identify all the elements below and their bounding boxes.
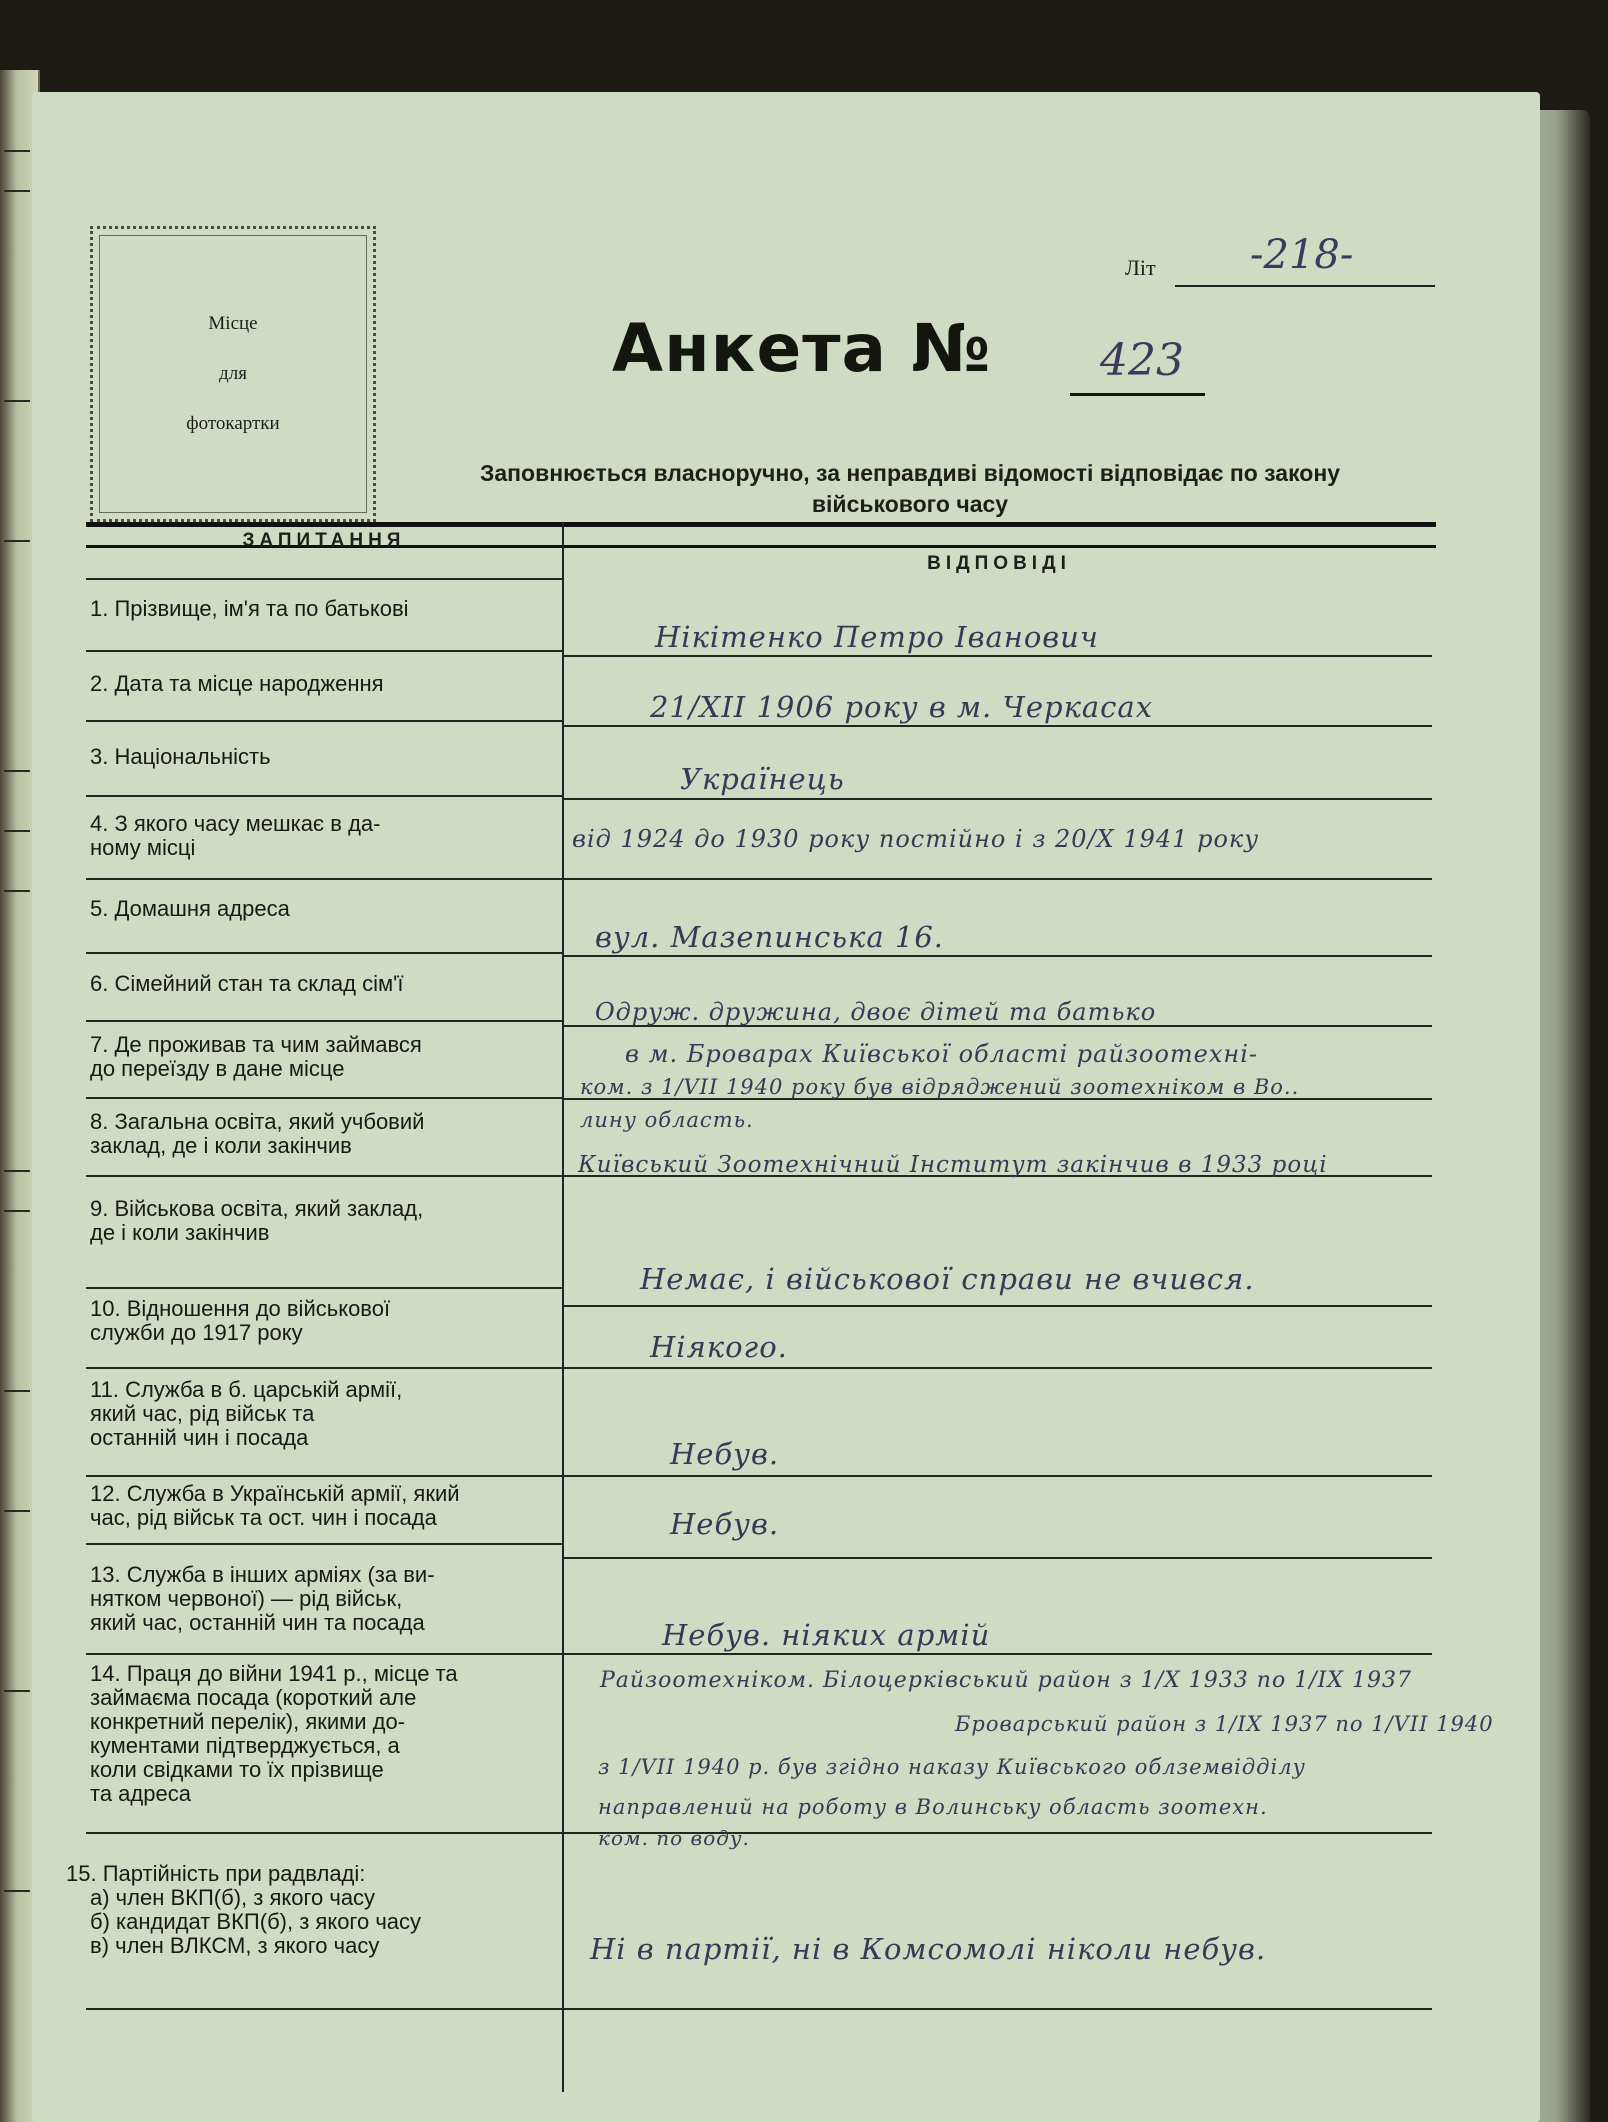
answer-line [562,725,1432,727]
row-separator [86,878,564,880]
answer-15: Ні в партії, ні в Комсомолі ніколи небув. [590,1932,1267,1966]
answer-line [562,798,1432,800]
question-8: 8. Загальна освіта, який учбовий заклад, де і коли закінчив [90,1109,425,1158]
row-separator [86,1367,564,1369]
row-separator [86,1543,564,1545]
question-9: 9. Військова освіта, який заклад, де і коли закінчив [90,1196,424,1245]
answer-line [562,878,1432,880]
answer-5: вул. Мазепинська 16. [595,920,944,954]
row-separator [86,2008,564,2010]
number-underline [1070,393,1205,396]
answer-7-line-3: лину область. [580,1108,754,1132]
row-separator [86,1175,564,1177]
photo-label-3: фотокартки [186,413,280,434]
row-separator [86,1287,564,1289]
question-6: 6. Сімейний стан та склад сім'ї [90,971,404,996]
answer-line [562,1653,1432,1655]
row-separator [86,1832,564,1834]
row-separator [86,1020,564,1022]
answer-14-line-5: ком. по воду. [598,1826,750,1850]
question-14: 14. Праця до війни 1941 р., місце та займаєма посада (короткий але конкретний перелік), якими до- кументами підтверджується, а коли свідками то їх прізвище та адреса [90,1661,458,1806]
answer-line [562,1475,1432,1477]
answer-6: Одруж. дружина, двоє дітей та батько [595,998,1157,1026]
row-separator [86,720,564,722]
lit-label: Літ [1125,255,1156,280]
column-header-answers: ВІДПОВІДІ [927,553,1071,574]
row-separator [86,952,564,954]
row-separator [86,650,564,652]
row-separator [86,795,564,797]
column-divider [562,522,564,2092]
answer-2: 21/XII 1906 року в м. Черкасах [650,690,1154,724]
answer-9: Немає, і військової справи не вчився. [640,1262,1255,1296]
answer-7-line-1: в м. Броварах Київської області райзоотехні- [625,1040,1258,1068]
question-4: 4. З якого часу мешкає в да- ному місці [90,811,381,860]
row-separator [86,1653,564,1655]
table-top-rule [86,522,1436,527]
form-title: Анкета № [612,310,992,387]
question-1: 1. Прізвище, ім'я та по батькові [90,596,409,621]
question-7: 7. Де проживав та чим займався до переїзду в дане місце [90,1032,422,1081]
answer-line [562,655,1432,657]
row-separator [86,578,564,580]
answer-3: Українець [680,762,845,796]
photo-placeholder-box [90,226,376,522]
question-15: 15. Партійність при радвладі: а) член ВКП(б), з якого часу б) кандидат ВКП(б), з якого часу в) член ВЛКСМ, з якого часу [66,1861,422,1958]
answer-11: Небув. [670,1437,780,1471]
question-10: 10. Відношення до військової служби до 1917 року [90,1296,391,1345]
answer-line [562,1557,1432,1559]
row-separator [86,1097,564,1099]
answer-line [562,1367,1432,1369]
answer-7-line-2: ком. з 1/VII 1940 року був відряджений зоотехніком в Во.. [580,1075,1300,1099]
question-12: 12. Служба в Українській армії, який час, рід військ та ост. чин і посада [90,1481,460,1530]
answer-8: Київський Зоотехнічний Інститут закінчив в 1933 році [578,1152,1328,1178]
photo-label-2: для [219,363,247,384]
answer-line [562,955,1432,957]
subtitle-line-2: військового часу [811,491,1009,517]
answer-1: Нікітенко Петро Іванович [655,620,1099,654]
answer-12: Небув. [670,1507,780,1541]
column-header-questions: ЗАПИТАННЯ [242,530,406,551]
question-5: 5. Домашня адреса [90,896,290,921]
form-subtitle [395,458,1425,520]
question-2: 2. Дата та місце народження [90,671,384,696]
form-number: 423 [1100,335,1184,386]
answer-13: Небув. ніяких армій [662,1618,991,1652]
answer-4: від 1924 до 1930 року постійно і з 20/X 1941 року [572,825,1260,853]
question-13: 13. Служба в інших арміях (за ви- нятком червоної) — рід військ, який час, останній чин та посада [90,1562,435,1635]
row-separator [86,1475,564,1477]
answer-14-line-3: з 1/VII 1940 р. був згідно наказу Київського облземвідділу [598,1755,1306,1779]
question-3: 3. Національність [90,744,271,769]
question-11: 11. Служба в б. царській армії, який час, рід військ та останній чин і посада [90,1377,403,1450]
answer-14-line-1: Райзоотехніком. Білоцерківський район з 1/X 1933 по 1/IX 1937 [600,1668,1412,1693]
answer-14-line-2: Броварський район з 1/IX 1937 по 1/VII 1940 [955,1712,1494,1736]
lit-value: -218- [1250,232,1354,278]
lit-underline [1175,285,1435,287]
photo-label-1: Місце [208,313,258,334]
answer-line [562,1305,1432,1307]
subtitle-line-1: Заповнюється власноручно, за неправдиві відомості відповідає по закону [479,460,1341,486]
answer-line [562,2008,1432,2010]
answer-14-line-4: направлений на роботу в Волинську область зоотехн. [598,1795,1268,1819]
answer-10: Ніякого. [650,1330,788,1364]
